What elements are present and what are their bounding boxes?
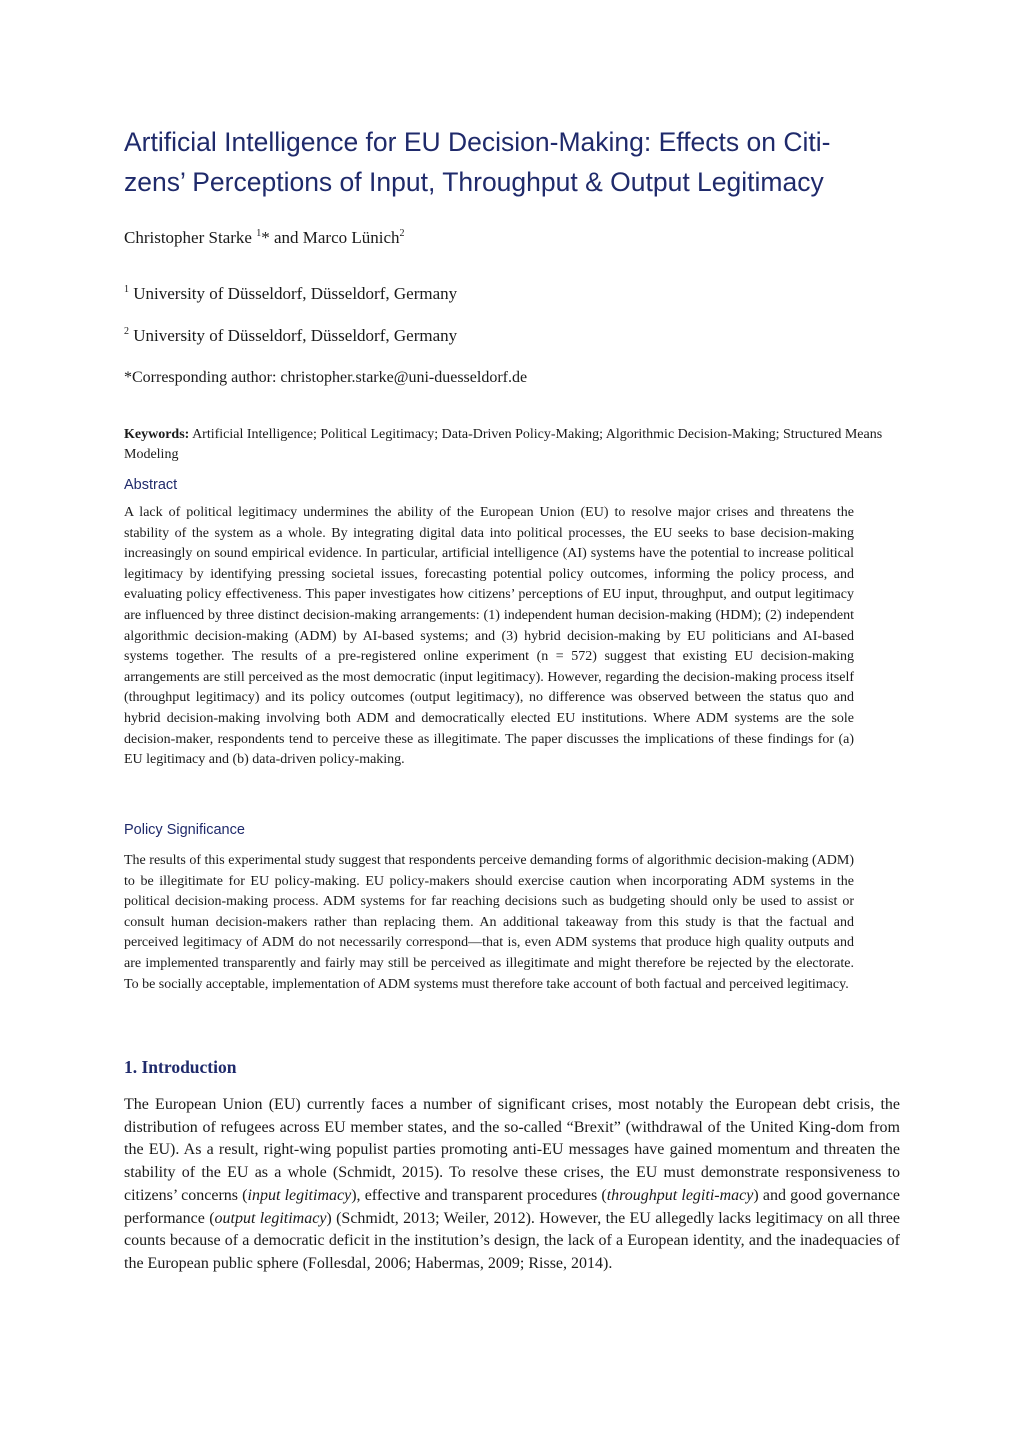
intro-emphasis: input legitimacy (247, 1186, 352, 1204)
affiliation-number: 1 (124, 284, 129, 295)
intro-emphasis: throughput legiti-macy (606, 1186, 754, 1204)
keywords-label: Keywords: (124, 427, 190, 442)
keywords-text: Artificial Intelligence; Political Legitimacy; Data-Driven Policy-Making; Algorithmic Decision-Making; Structured Means Modeling (124, 427, 883, 462)
corresponding-author: *Corresponding author: christopher.starke@uni-duesseldorf.de (124, 369, 528, 386)
intro-text-part: The European Union (EU) currently faces a number of significant crises, most notably the European debt crisis, the distribution of refugees across EU member states, and the so-called “Brexit” (withdrawal of the United King-dom from the EU). As a result, right-wing populist parties promoting anti-EU messages have gained momentum and threaten the stability of the EU as a whole (Schmidt, 2015). To resolve these crises, the EU must demonstrate responsiveness to citizens’ concerns ( (124, 1096, 900, 1204)
policy-significance-text: The results of this experimental study suggest that respondents perceive demanding forms of algorithmic decision-making (ADM) to be illegitimate for EU policy-making. EU policy-makers should exercise caution when incorporating ADM systems in the political decision-making process. ADM systems for far reaching decisions such as budgeting should only be used to assist or consult human decision-makers rather than replacing them. An additional takeaway from this study is that the factual and perceived legitimacy of ADM do not necessarily correspond—that is, even ADM systems that produce high quality outputs and are implemented transparently and fairly may still be perceived as illegitimate and might therefore be rejected by the electorate. To be socially acceptable, implementation of ADM systems must therefore take account of both factual and perceived legitimacy. (124, 853, 854, 992)
author-line (124, 228, 405, 248)
abstract-heading: Abstract (124, 477, 178, 493)
policy-significance-heading: Policy Significance (124, 822, 245, 838)
author-name: * and Marco Lünich (261, 228, 400, 247)
intro-text-part: ) (Schmidt, 2013; Weiler, 2012). However, the EU allegedly lacks legitimacy on all three counts because of a democratic deficit in the institution’s design, the lack of a European identity, and the inadequacies of the European public sphere (Follesdal, 2006; Habermas, 2009; Risse, 2014). (124, 1209, 901, 1272)
affiliation (124, 284, 457, 304)
introduction-heading: 1. Introduction (124, 1057, 237, 1077)
abstract-text: A lack of political legitimacy undermines the ability of the European Union (EU) to resolve major crises and threatens the stability of the system as a whole. By integrating digital data into political processes, the EU seeks to base decision-making increasingly on sound empirical evidence. In particular, artificial intelligence (AI) systems have the potential to increase political legitimacy by identifying pressing societal issues, forecasting potential policy outcomes, informing the policy process, and evaluating policy effectiveness. This paper investigates how citizens’ perceptions of EU input, throughput, and output legitimacy are influenced by three distinct decision-making arrangements: (1) independent human decision-making (HDM); (2) independent algorithmic decision-making (ADM) by AI-based systems; and (3) hybrid decision-making by EU politicians and AI-based systems together. The results of a pre-registered online experiment (n = 572) suggest that existing EU decision-making arrangements are still perceived as the most democratic (input legitimacy). However, regarding the decision-making process itself (throughput legitimacy) and its policy outcomes (output legitimacy), no difference was observed between the status quo and hybrid decision-making involving both ADM and democratically elected EU institutions. Where ADM systems are the sole decision-maker, respondents tend to perceive these as illegitimate. The paper discusses the implications of these findings for (a) EU legitimacy and (b) data-driven policy-making. (124, 505, 854, 768)
affiliation-marker: 1 (256, 228, 262, 239)
author-name: Christopher Starke (124, 228, 252, 247)
affiliation-text: University of Düsseldorf, Düsseldorf, Germany (133, 326, 458, 345)
intro-text-part: ) and good governance performance ( (124, 1186, 901, 1227)
affiliation (124, 326, 457, 346)
intro-emphasis: output legitimacy (214, 1209, 327, 1227)
affiliation-number: 2 (124, 326, 129, 337)
keywords (124, 425, 884, 465)
paper-title: Artificial Intelligence for EU Decision-Making: Effects on Citi-zens’ Perceptions of Input, Throughput & Output Legitimacy (124, 127, 831, 197)
introduction-text (124, 1094, 900, 1276)
intro-text-part: ), effective and transparent procedures ( (351, 1186, 607, 1204)
affiliation-marker: 2 (399, 228, 405, 239)
affiliation-text: University of Düsseldorf, Düsseldorf, Germany (133, 284, 458, 303)
